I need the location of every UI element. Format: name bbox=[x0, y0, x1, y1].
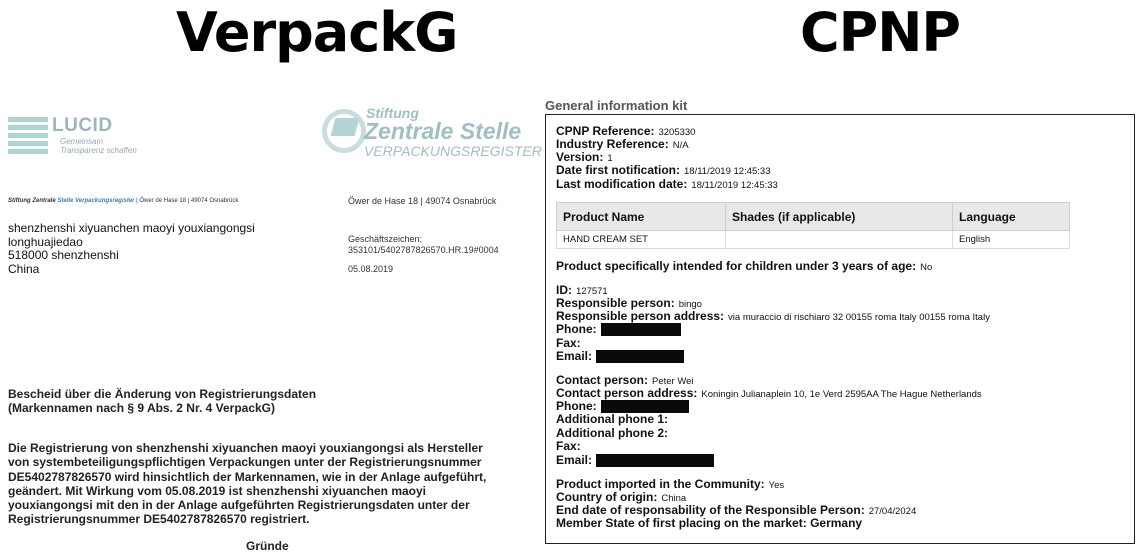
zsvr-logo-line1: Stiftung bbox=[366, 105, 419, 121]
fax-2: Fax: bbox=[556, 439, 581, 453]
zsvr-logo-line3: VERPACKUNGSREGISTER bbox=[364, 143, 542, 159]
additional-phone-1: Additional phone 1: bbox=[556, 412, 668, 426]
fax-1: Fax: bbox=[556, 336, 581, 350]
contact-person: Contact person: Peter Wei bbox=[556, 373, 694, 387]
subject: Bescheid über die Änderung von Registrierungsdaten (Markennamen nach § 9 Abs. 2 Nr. 4 VerpackG) bbox=[8, 387, 317, 415]
lucid-stripes-icon bbox=[8, 117, 48, 155]
end-date-responsibility: End date of responsability of the Responsible Person: 27/04/2024 bbox=[556, 503, 917, 517]
version: Version: 1 bbox=[556, 150, 613, 164]
lucid-logo-word: LUCID bbox=[52, 115, 113, 136]
zsvr-emblem-icon bbox=[322, 109, 366, 153]
zsvr-logo bbox=[322, 105, 542, 161]
body-text: Die Registrierung von shenzhenshi xiyuanchen maoyi youxiangongsi als Hersteller von systembeteiligungspflichtigen Verpackungen unter der Registrierungsnummer DE5402787826570 wird hinsichtlich der Markennamen, wie in der Anlage aufgeführt, geändert. Mit Wirkung vom 05.08.2019 ist shenzhenshi xiyuanchen maoyi youxiangongsi mit den in der Anlage aufgeführten Registrierungsdaten unter der Registrierungsnummer DE5402787826570 registriert. bbox=[8, 441, 487, 527]
verpackg-heading: VerpackG bbox=[176, 1, 458, 64]
kit-title: General information kit bbox=[545, 98, 688, 113]
redaction-bar bbox=[596, 350, 684, 363]
email-2: Email: bbox=[556, 454, 714, 467]
additional-phone-2: Additional phone 2: bbox=[556, 426, 668, 440]
last-modification-date: Last modification date: 18/11/2019 12:45:33 bbox=[556, 177, 778, 191]
lucid-logo-tagline: Gemeinsam Transparenz schaffen bbox=[60, 137, 137, 155]
email-1: Email: bbox=[556, 350, 684, 363]
section-heading: Gründe bbox=[246, 539, 289, 553]
responsible-address: Responsible person address: via muraccio di rischiaro 32 00155 roma Italy 00155 roma Italy bbox=[556, 309, 990, 323]
recipient-address: shenzhenshi xiyuanchen maoyi youxiangongsi longhuajiedao 518000 shenzhenshi China bbox=[8, 221, 255, 276]
redaction-bar bbox=[596, 454, 714, 467]
responsible-person: Responsible person: bingo bbox=[556, 296, 702, 310]
document-date: 05.08.2019 bbox=[348, 264, 394, 274]
sender-line: Stiftung Zentrale Stelle Verpackungsregister | Öwer de Hase 18 | 49074 Osnabrück bbox=[8, 198, 239, 204]
member-state: Member State of first placing on the market: Germany bbox=[556, 516, 863, 530]
date-first-notification: Date first notification: 18/11/2019 12:45:33 bbox=[556, 163, 771, 177]
phone-1: Phone: bbox=[556, 323, 681, 336]
cpnp-heading: CPNP bbox=[800, 1, 960, 64]
product-table-header: Product Name Shades (if applicable) Language bbox=[557, 203, 1070, 231]
industry-reference: Industry Reference: N/A bbox=[556, 137, 689, 151]
redaction-bar bbox=[601, 323, 681, 336]
imported: Product imported in the Community: Yes bbox=[556, 477, 785, 491]
country-of-origin: Country of origin: China bbox=[556, 490, 687, 504]
phone-2: Phone: bbox=[556, 400, 689, 413]
reference-block: Geschäftszeichen: 353101/5402787826570.HR.19#0004 05.08.2019 bbox=[348, 234, 499, 274]
product-table bbox=[556, 202, 1070, 249]
zsvr-logo-line2: Zentrale Stelle bbox=[364, 118, 522, 144]
id-field: ID: 127571 bbox=[556, 283, 608, 297]
contact-address: Contact person address: Koningin Julianaplein 10, 1e Verd 2595AA The Hague Netherlands bbox=[556, 386, 982, 400]
table-row: HAND CREAM SET English bbox=[557, 231, 1070, 249]
general-info-box bbox=[545, 114, 1135, 544]
cpnp-reference: CPNP Reference: 3205330 bbox=[556, 124, 696, 138]
children-intended: Product specifically intended for children under 3 years of age: No bbox=[556, 259, 933, 273]
sender-address: Öwer de Hase 18 | 49074 Osnabrück bbox=[348, 196, 497, 206]
lucid-logo bbox=[8, 115, 138, 157]
